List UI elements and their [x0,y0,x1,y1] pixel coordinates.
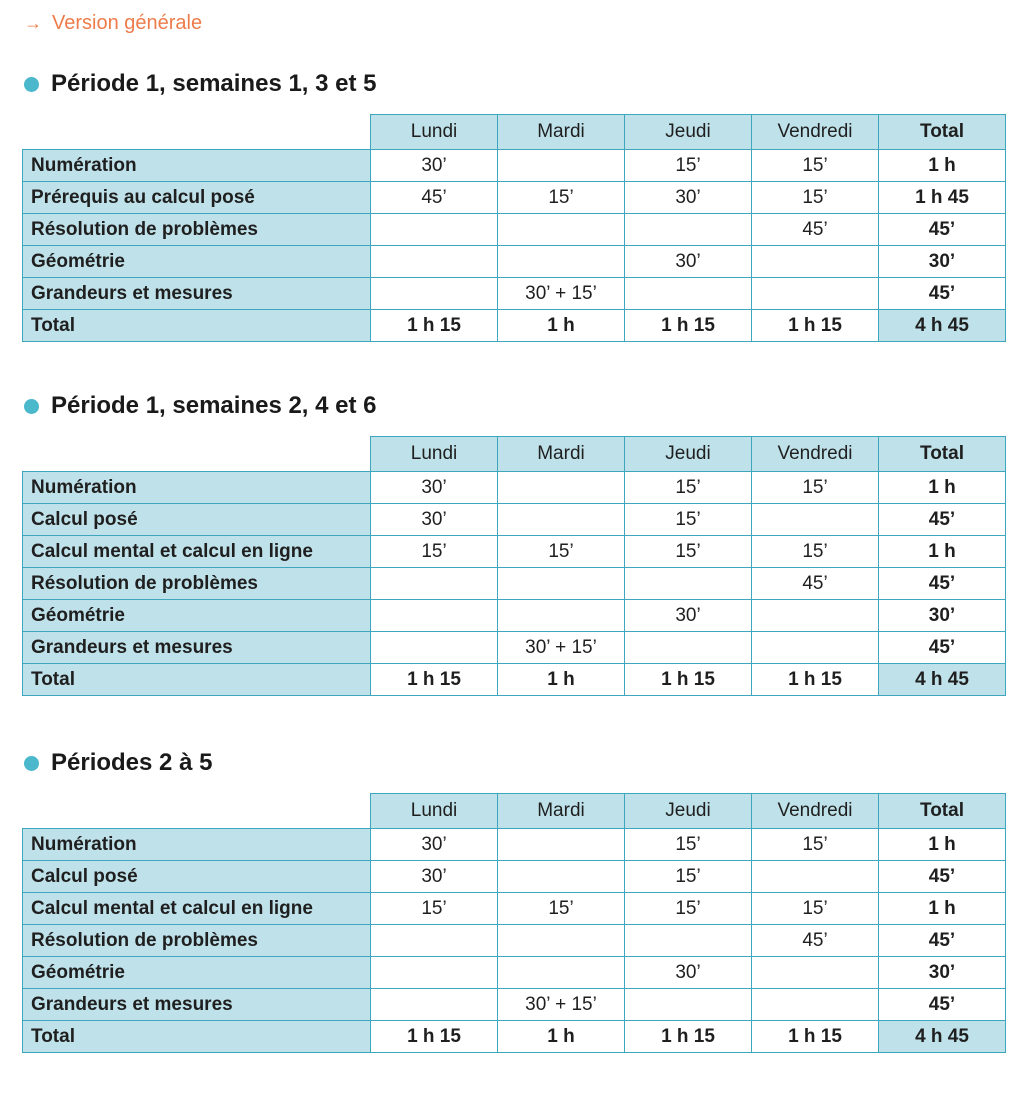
duration-cell: 15’ [752,150,879,182]
duration-cell [752,504,879,536]
grand-total-cell: 4 h 45 [879,310,1006,342]
duration-cell: 30’ [371,472,498,504]
row-label: Calcul mental et calcul en ligne [23,893,371,925]
row-total-cell: 45’ [879,989,1006,1021]
table-row [23,989,1006,1021]
duration-cell: 15’ [752,536,879,568]
duration-cell [371,600,498,632]
section-title [24,390,1005,422]
arrow-right-icon: → [24,13,42,33]
column-header: Total [879,437,1006,472]
row-label: Numération [23,829,371,861]
schedule-table [22,793,1006,1053]
row-total-cell: 45’ [879,925,1006,957]
duration-cell [371,568,498,600]
duration-cell [498,246,625,278]
day-total-cell: 1 h 15 [625,664,752,696]
duration-cell: 15’ [625,829,752,861]
duration-cell [371,214,498,246]
section-title-text: Périodes 2 à 5 [51,749,213,776]
row-label: Numération [23,472,371,504]
duration-cell [371,246,498,278]
row-label: Calcul posé [23,861,371,893]
row-label: Géométrie [23,600,371,632]
column-header: Mardi [498,115,625,150]
duration-cell: 15’ [625,536,752,568]
table-header-row [23,794,1006,829]
duration-cell: 15’ [625,472,752,504]
duration-cell [625,278,752,310]
duration-cell [371,925,498,957]
row-label: Géométrie [23,957,371,989]
duration-cell: 15’ [371,893,498,925]
grand-total-cell: 4 h 45 [879,664,1006,696]
day-total-cell: 1 h 15 [625,310,752,342]
header-blank-cell [23,115,371,150]
total-row-label: Total [23,1021,371,1053]
column-header: Jeudi [625,437,752,472]
total-row [23,664,1006,696]
duration-cell [371,989,498,1021]
duration-cell: 30’ [625,600,752,632]
section-title [24,747,1005,779]
row-label: Numération [23,150,371,182]
table-row [23,925,1006,957]
column-header: Total [879,115,1006,150]
duration-cell [752,861,879,893]
header-blank-cell [23,437,371,472]
duration-cell: 30’ [625,182,752,214]
duration-cell: 15’ [498,182,625,214]
total-row [23,310,1006,342]
row-total-cell: 45’ [879,504,1006,536]
version-note-text: Version générale [52,12,203,34]
row-total-cell: 45’ [879,568,1006,600]
row-label: Prérequis au calcul posé [23,182,371,214]
row-total-cell: 1 h [879,893,1006,925]
bullet-dot-icon [24,756,39,771]
duration-cell: 45’ [752,214,879,246]
column-header: Lundi [371,115,498,150]
duration-cell: 45’ [371,182,498,214]
duration-cell [752,278,879,310]
duration-cell: 30’ [371,829,498,861]
duration-cell [498,472,625,504]
bullet-dot-icon [24,77,39,92]
table-row [23,246,1006,278]
column-header: Lundi [371,437,498,472]
duration-cell [498,150,625,182]
duration-cell [498,861,625,893]
row-total-cell: 45’ [879,632,1006,664]
table-row [23,278,1006,310]
day-total-cell: 1 h 15 [371,310,498,342]
duration-cell [625,632,752,664]
column-header: Total [879,794,1006,829]
version-note [24,12,202,35]
duration-cell [498,957,625,989]
duration-cell [498,925,625,957]
header-blank-cell [23,794,371,829]
table-row [23,504,1006,536]
day-total-cell: 1 h 15 [371,1021,498,1053]
duration-cell [752,600,879,632]
row-label: Grandeurs et mesures [23,278,371,310]
row-total-cell: 45’ [879,278,1006,310]
duration-cell [625,568,752,600]
day-total-cell: 1 h 15 [752,310,879,342]
total-row-label: Total [23,310,371,342]
duration-cell: 30’ + 15’ [498,989,625,1021]
table-row [23,893,1006,925]
table-row [23,632,1006,664]
duration-cell: 30’ + 15’ [498,632,625,664]
duration-cell [371,957,498,989]
table-row [23,600,1006,632]
duration-cell [752,957,879,989]
column-header: Mardi [498,794,625,829]
table-row [23,861,1006,893]
duration-cell [625,214,752,246]
row-label: Calcul posé [23,504,371,536]
duration-cell: 45’ [752,568,879,600]
column-header: Vendredi [752,437,879,472]
column-header: Vendredi [752,115,879,150]
schedule-table [22,436,1006,696]
table-row [23,568,1006,600]
duration-cell: 30’ [625,957,752,989]
row-total-cell: 1 h 45 [879,182,1006,214]
bullet-dot-icon [24,399,39,414]
table-header-row [23,437,1006,472]
row-total-cell: 1 h [879,472,1006,504]
row-label: Grandeurs et mesures [23,632,371,664]
table-row [23,536,1006,568]
row-total-cell: 1 h [879,536,1006,568]
table-row [23,957,1006,989]
day-total-cell: 1 h 15 [371,664,498,696]
duration-cell: 15’ [498,893,625,925]
schedule-section [22,747,1005,1053]
column-header: Vendredi [752,794,879,829]
duration-cell: 30’ [371,861,498,893]
duration-cell [498,829,625,861]
schedule-table [22,114,1006,342]
column-header: Mardi [498,437,625,472]
grand-total-cell: 4 h 45 [879,1021,1006,1053]
duration-cell: 30’ + 15’ [498,278,625,310]
section-title-text: Période 1, semaines 2, 4 et 6 [51,392,377,419]
duration-cell [498,504,625,536]
duration-cell [498,600,625,632]
duration-cell: 15’ [371,536,498,568]
row-label: Grandeurs et mesures [23,989,371,1021]
day-total-cell: 1 h 15 [752,1021,879,1053]
duration-cell: 15’ [752,893,879,925]
row-total-cell: 30’ [879,246,1006,278]
table-row [23,182,1006,214]
section-title-text: Période 1, semaines 1, 3 et 5 [51,70,377,97]
row-total-cell: 45’ [879,214,1006,246]
duration-cell: 15’ [498,536,625,568]
duration-cell [498,568,625,600]
day-total-cell: 1 h 15 [752,664,879,696]
row-label: Géométrie [23,246,371,278]
table-row [23,214,1006,246]
duration-cell: 15’ [752,829,879,861]
row-total-cell: 45’ [879,861,1006,893]
table-row [23,150,1006,182]
duration-cell [371,632,498,664]
duration-cell: 15’ [625,893,752,925]
duration-cell [625,989,752,1021]
day-total-cell: 1 h [498,1021,625,1053]
section-title [24,68,1005,100]
row-total-cell: 30’ [879,600,1006,632]
day-total-cell: 1 h [498,310,625,342]
schedule-section [22,68,1005,342]
day-total-cell: 1 h 15 [625,1021,752,1053]
duration-cell [752,989,879,1021]
table-row [23,829,1006,861]
total-row [23,1021,1006,1053]
duration-cell [498,214,625,246]
row-total-cell: 30’ [879,957,1006,989]
duration-cell: 15’ [625,504,752,536]
duration-cell [371,278,498,310]
table-header-row [23,115,1006,150]
column-header: Lundi [371,794,498,829]
duration-cell: 15’ [625,150,752,182]
duration-cell: 30’ [625,246,752,278]
day-total-cell: 1 h [498,664,625,696]
row-label: Résolution de problèmes [23,925,371,957]
duration-cell: 30’ [371,504,498,536]
duration-cell: 15’ [752,472,879,504]
row-label: Calcul mental et calcul en ligne [23,536,371,568]
row-label: Résolution de problèmes [23,568,371,600]
duration-cell: 15’ [625,861,752,893]
duration-cell: 15’ [752,182,879,214]
column-header: Jeudi [625,115,752,150]
table-row [23,472,1006,504]
duration-cell: 45’ [752,925,879,957]
row-label: Résolution de problèmes [23,214,371,246]
schedule-section [22,390,1005,696]
duration-cell [625,925,752,957]
duration-cell [752,246,879,278]
column-header: Jeudi [625,794,752,829]
duration-cell [752,632,879,664]
row-total-cell: 1 h [879,829,1006,861]
total-row-label: Total [23,664,371,696]
row-total-cell: 1 h [879,150,1006,182]
duration-cell: 30’ [371,150,498,182]
